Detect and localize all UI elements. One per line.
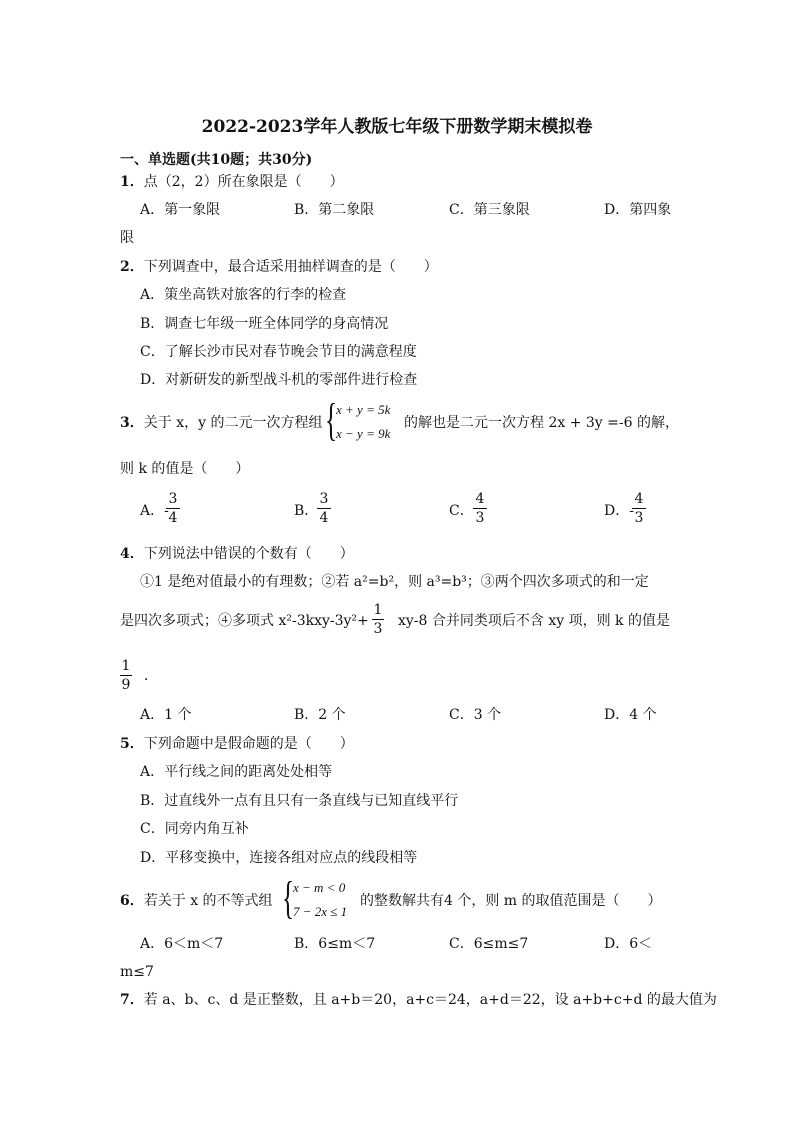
question-number: 1． — [120, 174, 144, 190]
denominator: 9 — [121, 677, 131, 693]
numerator: 1 — [121, 658, 131, 674]
question-6-option-d-wrap: m≤7 — [120, 964, 154, 980]
question-4-option-c: C．3 个 — [449, 707, 502, 723]
system-brace: { — [325, 394, 338, 445]
question-number: 5． — [120, 736, 144, 752]
question-4-option-b: B．2 个 — [294, 707, 346, 723]
question-number: 4． — [120, 546, 144, 562]
numerator: 3 — [319, 491, 329, 507]
question-number: 2． — [120, 259, 144, 275]
question-6-inequality-2: 7 − 2x ≤ 1 — [293, 904, 348, 919]
question-6-option-a: A．6＜m＜7 — [140, 936, 224, 952]
question-4-line-1: ①1 是绝对值最小的有理数；②若 a²=b²，则 a³=b³；③两个四次多项式的和一定 — [140, 574, 649, 590]
question-6-stem-continued: 的整数解共有4 个，则 m 的取值范围是（ ） — [360, 893, 662, 909]
page-title: 2022-2023学年人教版七年级下册数学期末模拟卷 — [201, 117, 593, 137]
question-3-option-d-label: D．- — [604, 503, 634, 519]
question-7-stem: 7．若 a、b、c、d 是正整数，且 a+b＝20，a+c＝24，a+d＝22，设 a+b+c+d 的最大值为 — [120, 992, 717, 1008]
question-4-line-2b: xy-8 合并同类项后不含 xy 项，则 k 的值是 — [398, 613, 670, 629]
question-5-option-b: B．过直线外一点有且只有一条直线与已知直线平行 — [140, 793, 459, 809]
question-4-line-2a: 是四次多项式；④多项式 x²-3kxy-3y²+ — [120, 613, 369, 629]
question-4-fraction-one-third — [372, 602, 384, 637]
numerator: 4 — [634, 491, 644, 507]
question-3-option-a-fraction — [166, 491, 180, 526]
question-1-option-a: A．第一象限 — [140, 202, 221, 218]
question-5-option-a: A．平行线之间的距离处处相等 — [140, 764, 333, 780]
question-2-option-a: A．策坐高铁对旅客的行李的检查 — [140, 287, 347, 303]
question-4-line-3-end: ． — [144, 668, 158, 684]
question-4-option-a: A．1 个 — [140, 707, 192, 723]
denominator: 3 — [475, 510, 485, 526]
question-6-option-c: C．6≤m≤7 — [449, 936, 529, 952]
question-number: 6． — [120, 893, 144, 909]
question-number: 3． — [120, 415, 144, 431]
question-3-option-c-label: C． — [449, 503, 474, 519]
question-4-option-d: D．4 个 — [604, 707, 657, 723]
question-5-option-d: D．平移变换中，连接各组对应点的线段相等 — [140, 850, 418, 866]
question-1-option-c: C．第三象限 — [449, 202, 530, 218]
question-number: 7． — [120, 992, 144, 1008]
section-heading: 一、单选题(共10题；共30分) — [120, 152, 313, 168]
question-1-option-d-wrap: 限 — [120, 230, 134, 246]
question-3-option-b-label: B． — [294, 503, 319, 519]
question-3-stem: 3．关于 x，y 的二元一次方程组 — [120, 415, 323, 431]
question-1-option-d: D．第四象 — [604, 202, 672, 218]
denominator: 4 — [168, 510, 178, 526]
question-2-stem: 2．下列调查中，最合适采用抽样调查的是（ ） — [120, 259, 438, 275]
question-3-option-a-label: A．- — [140, 503, 169, 519]
question-4-stem: 4．下列说法中错误的个数有（ ） — [120, 546, 354, 562]
question-5-stem: 5．下列命题中是假命题的是（ ） — [120, 736, 354, 752]
denominator: 3 — [373, 621, 383, 637]
question-6-option-b: B．6≤m＜7 — [294, 936, 376, 952]
question-3-option-d-fraction — [632, 491, 646, 526]
question-1-stem: 1．点（2，2）所在象限是（ ） — [120, 174, 344, 190]
question-5-option-c: C．同旁内角互补 — [140, 821, 249, 837]
question-6-inequality-1: x − m < 0 — [293, 880, 346, 895]
numerator: 4 — [475, 491, 485, 507]
question-2-option-c: C．了解长沙市民对春节晚会节目的满意程度 — [140, 344, 417, 360]
denominator: 3 — [634, 510, 644, 526]
question-6-stem: 6．若关于 x 的不等式组 — [120, 893, 273, 909]
denominator: 4 — [319, 510, 329, 526]
numerator: 1 — [373, 602, 383, 618]
question-3-equation-1: x + y = 5k — [336, 402, 391, 417]
question-3-option-c-fraction — [473, 491, 487, 526]
numerator: 3 — [168, 491, 178, 507]
question-2-option-b: B．调查七年级一班全体同学的身高情况 — [140, 316, 389, 332]
question-3-equation-2: x − y = 9k — [336, 426, 391, 441]
question-1-option-b: B．第二象限 — [294, 202, 375, 218]
question-3-stem-continued: 的解也是二元一次方程 2x + 3y =-6 的解， — [404, 415, 679, 431]
system-brace: { — [282, 872, 295, 923]
question-2-option-d: D．对新研发的新型战斗机的零部件进行检查 — [140, 372, 418, 388]
question-6-option-d: D．6＜ — [604, 936, 653, 952]
question-4-fraction-one-ninth — [120, 658, 132, 693]
question-3-option-b-fraction — [317, 491, 331, 526]
question-3-line-2: 则 k 的值是（ ） — [120, 461, 250, 477]
